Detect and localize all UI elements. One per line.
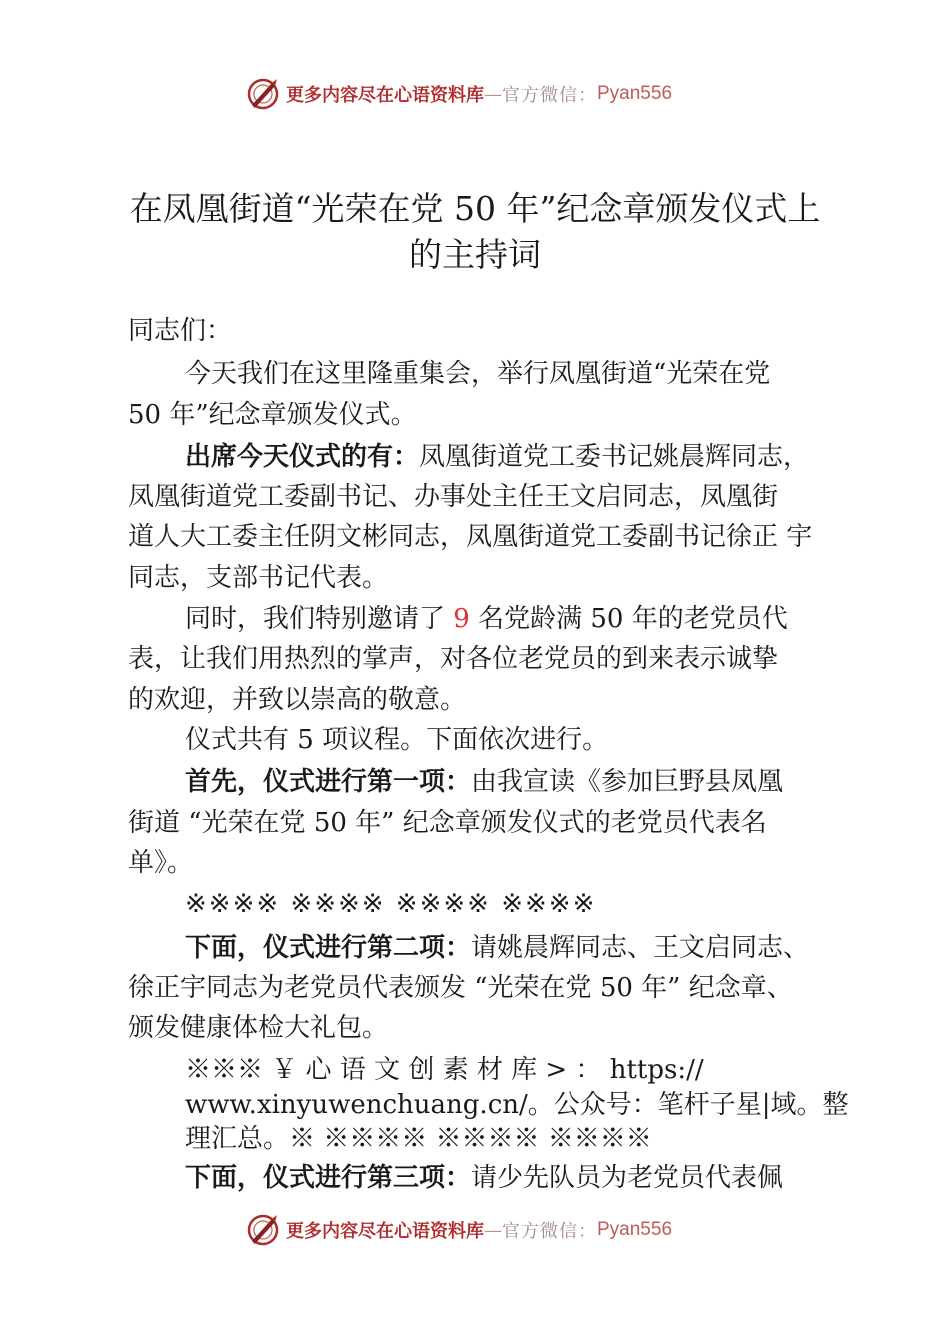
paragraph-2-line-4: 同志，支部书记代表。 [128, 563, 389, 593]
footer-dash: — [484, 1219, 502, 1241]
header-brand: 更多内容尽在心语资料库 [286, 85, 484, 106]
footer-wechat-id: Pyan556 [597, 1219, 673, 1240]
header-wechat-id: Pyan556 [597, 83, 673, 104]
attendees-lead: 出席今天仪式的有： [185, 442, 420, 472]
veteran-count: 9 [453, 604, 470, 634]
salutation: 同志们： [128, 316, 233, 346]
paragraph-2-line-2: 凤凰街道党工委副书记、办事处主任王文启同志，凤凰街 [128, 482, 779, 512]
paragraph-7-line-1: 下面，仪式进行第三项：请少先队员为老党员代表佩 [185, 1163, 784, 1193]
paragraph-4: 仪式共有 5 项议程。下面依次进行。 [185, 725, 609, 755]
paragraph-6-line-2: 徐正宇同志为老党员代表颁发 “光荣在党 50 年” 纪念章、 [128, 973, 793, 1003]
footer-brand: 更多内容尽在心语资料库 [286, 1221, 484, 1242]
notice-line-3: 理汇总。※ ※※※※ ※※※※ ※※※※ [185, 1124, 652, 1154]
paragraph-5-line-3: 单》。 [128, 848, 194, 878]
agenda-item-3-lead: 下面，仪式进行第三项： [185, 1163, 472, 1193]
quill-seal-icon [246, 1213, 280, 1247]
paragraph-5-line-1: 首先，仪式进行第一项：由我宣读《参加巨野县凤凰 [185, 767, 784, 797]
footer-wechat-label: 官方微信： [502, 1221, 597, 1242]
paragraph-1-line-1: 今天我们在这里隆重集会，举行凤凰街道“光荣在党 [185, 359, 771, 389]
header-dash: — [484, 83, 502, 105]
header-wechat-label: 官方微信： [502, 85, 597, 106]
separator-symbols: ※※※※ ※※※※ ※※※※ ※※※※ [185, 889, 597, 919]
paragraph-2-line-3: 道人大工委主任阴文彬同志，凤凰街道党工委副书记徐正 宇 [128, 522, 813, 552]
paragraph-3-line-2: 表，让我们用热烈的掌声，对各位老党员的到来表示诚挚 [128, 644, 779, 674]
title-line-1: 在凤凰街道“光荣在党 50 年”纪念章颁发仪式上 [129, 189, 821, 228]
paragraph-6-line-3: 颁发健康体检大礼包。 [128, 1013, 389, 1043]
quill-seal-icon [246, 77, 280, 111]
notice-line-1: ※※※ ￥ 心 语 文 创 素 材 库 > ： https:// [185, 1055, 704, 1085]
paragraph-3-line-3: 的欢迎，并致以崇高的敬意。 [128, 685, 467, 715]
header-banner [246, 77, 672, 111]
title-line-2: 的主持词 [409, 235, 541, 274]
agenda-item-2-lead: 下面，仪式进行第二项： [185, 933, 472, 963]
paragraph-1-line-2: 50 年”纪念章颁发仪式。 [128, 400, 417, 430]
footer-banner [246, 1213, 672, 1247]
document-title [100, 186, 850, 278]
paragraph-5-line-2: 街道 “光荣在党 50 年” 纪念章颁发仪式的老党员代表名 [128, 808, 767, 838]
paragraph-2-line-1: 出席今天仪式的有：凤凰街道党工委书记姚晨辉同志， [185, 442, 810, 472]
agenda-item-1-lead: 首先，仪式进行第一项： [185, 767, 472, 797]
paragraph-6-line-1: 下面，仪式进行第二项：请姚晨辉同志、王文启同志、 [185, 933, 810, 963]
paragraph-3-line-1: 同时，我们特别邀请了 9 名党龄满 50 年的老党员代 [185, 604, 788, 634]
notice-line-2: www.xinyuwenchuang.cn/。公众号：笔杆子星|域。整 [185, 1090, 849, 1120]
